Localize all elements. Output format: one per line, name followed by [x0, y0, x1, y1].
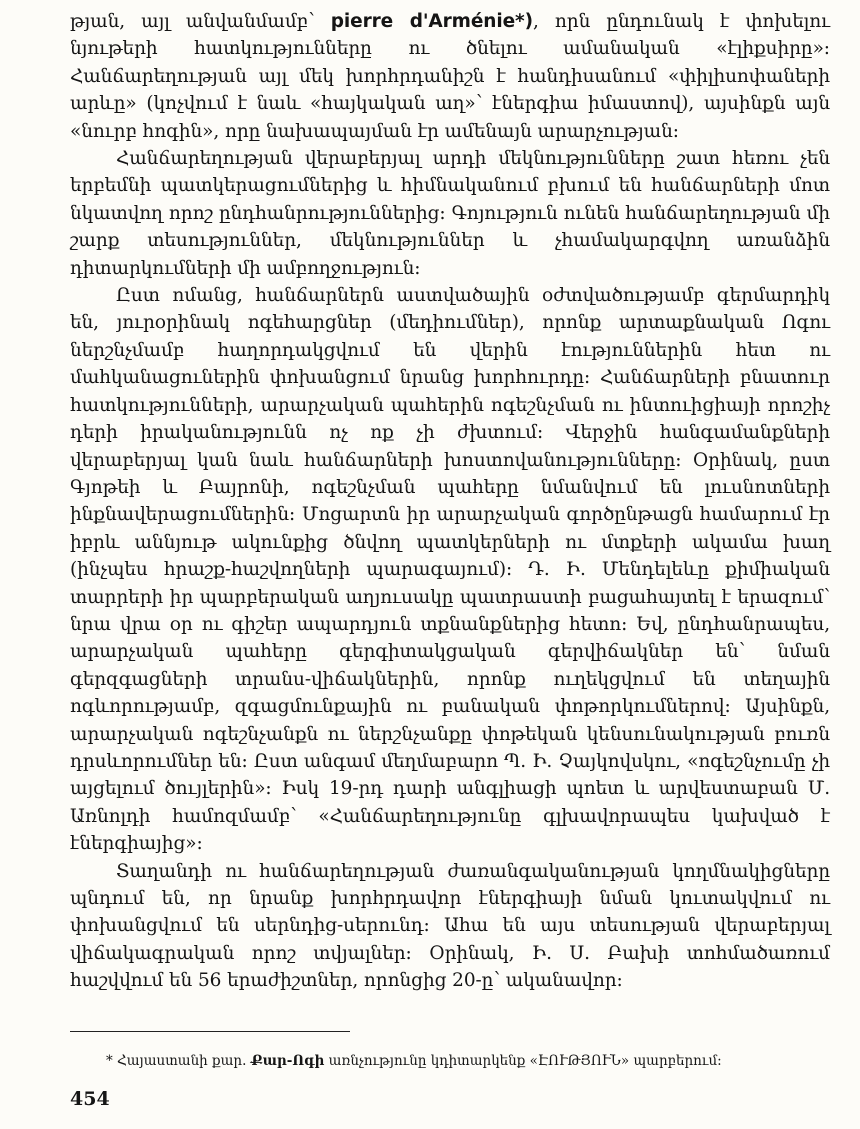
- latin-term: pierre d'Arménie*): [330, 11, 533, 32]
- footnote-marker: *: [106, 1052, 113, 1069]
- footnote: [70, 1050, 830, 1072]
- paragraph-2: Հանճարեղության վերաբերյալ արդի մեկնությունները շատ հեռու չեն երբեմնի պատկերացումներից և հիմնականում բխում են հանճարների մոտ նկատվող որոշ ընդհանրություններից։ Գոյություն ունեն հանճարեղության մի շարք տեսություններ, մեկնություններ և չհամակարգվող առանձին դիտարկումների մի ամբողջություն։: [70, 148, 830, 279]
- paragraph-1-lead: թյան, այլ անվանմամբ՝: [70, 11, 331, 32]
- paragraph-1: [70, 8, 830, 145]
- paragraph-1-rest: , որն ընդունակ է փոխելու նյութերի հատկությունները ու ծնելու ամանական «էլիքսիրը»։ Հանճարեղության այլ մեկ խորհրդանիշն է հանդիսանում «փիլիսոփաների արևը» (կոչվում է նաև «հայկական աղ»՝ էներգիա իմաստով), այսինքն այն «նուրբ հոգին», որը նախապայման էր ամենայն արարչության։: [70, 11, 831, 142]
- footnote-rest: առնչությունը կդիտարկենք «ԷՈՒԹՅՈՒՆ» պարբերում։: [324, 1052, 722, 1069]
- footnote-term: Քար-Ոգի: [250, 1052, 325, 1069]
- footnote-lead: Հայաստանի քար.: [112, 1052, 251, 1069]
- paragraph-4: Տաղանդի ու հանճարեղության ժառանգականության կողմնակիցները պնդում են, որ նրանք խորհրդավոր էներգիայի նման կուտակվում ու փոխանցվում են սերնդից-սերունդ։ Ահա են այս տեսության վերաբերյալ վիճակագրական որոշ տվյալներ։ Օրինակ, Ի. Ս. Բախի տոհմածառում հաշվվում են 56 երաժիշտներ, որոնցից 20-ը՝ ականավոր:: [70, 860, 830, 992]
- footnote-divider: [70, 1031, 350, 1032]
- paragraph-3: Ըստ ոմանց, հանճարներն աստվածային օժտվածությամբ գերմարդիկ են, յուրօրինակ ոգեհարցներ (մեդիումներ), որոնք արտաքնական Ոգու ներշնչմամբ հաղորդակցվում են վերին էություններին հետ ու մահկանացուներին փոխանցում նրանց խորհուրդը։ Հանճարների բնատուր հատկությունների, արարչական պահերին ոգեշնչման ու ինտուիցիայի որոշիչ դերի իրականությունն ոչ ոք չի ժխտում։ Վերջին հանգամանքների վերաբերյալ կան նաև հանճարների խոստովանությունները։ Օրինակ, ըստ Գյոթեի և Բայրոնի, ոգեշնչման պահերը նմանվում են լուսնոտների ինքնավերացումներին։ Մոցարտն իր արարչական գործընթացն համարում էր իբրև աննյութ ակունքից ծնվող պատկերների ու մտքերի ակամա խաղ (ինչպես հրաշք-հաշվողների պարագայում)։ Դ. Ի. Մենդելեևը քիմիական տարրերի իր պարբերական աղյուսակը պատրաստի բացահայտել է երազում՝ նրա վրա օր ու գիշեր ապարդյուն տքնանքներից հետո։ Եվ, ընդհանրապես, արարչական պահերը գերգիտակցական գերվիճակներ են՝ նման գերզգացների տրանս-վիճակներին, որոնք ուղեկցվում են տեղային ոգևորությամբ, զգացմունքային ու բանական փոթորկումներով։ Այսինքն, արարչական ոգեշնչանքն ու ներշնչանքը փոթեկան կենսունակության բուռն դրսևորումներ են։ Ըստ անգամ մեղմաբարո Պ. Ի. Չայկովսկու, «ոգեշնչումը չի այցելում ծույլերին»։ Իսկ 19-րդ դարի անգլիացի պոետ և արվեստաբան Մ. Առնոլդի համոզմամբ՝ «Հանճարեղությունը գլխավորապես կախված է էներգիայից»։: [70, 285, 830, 855]
- page-number: 454: [70, 1088, 110, 1110]
- page-body: [70, 8, 830, 995]
